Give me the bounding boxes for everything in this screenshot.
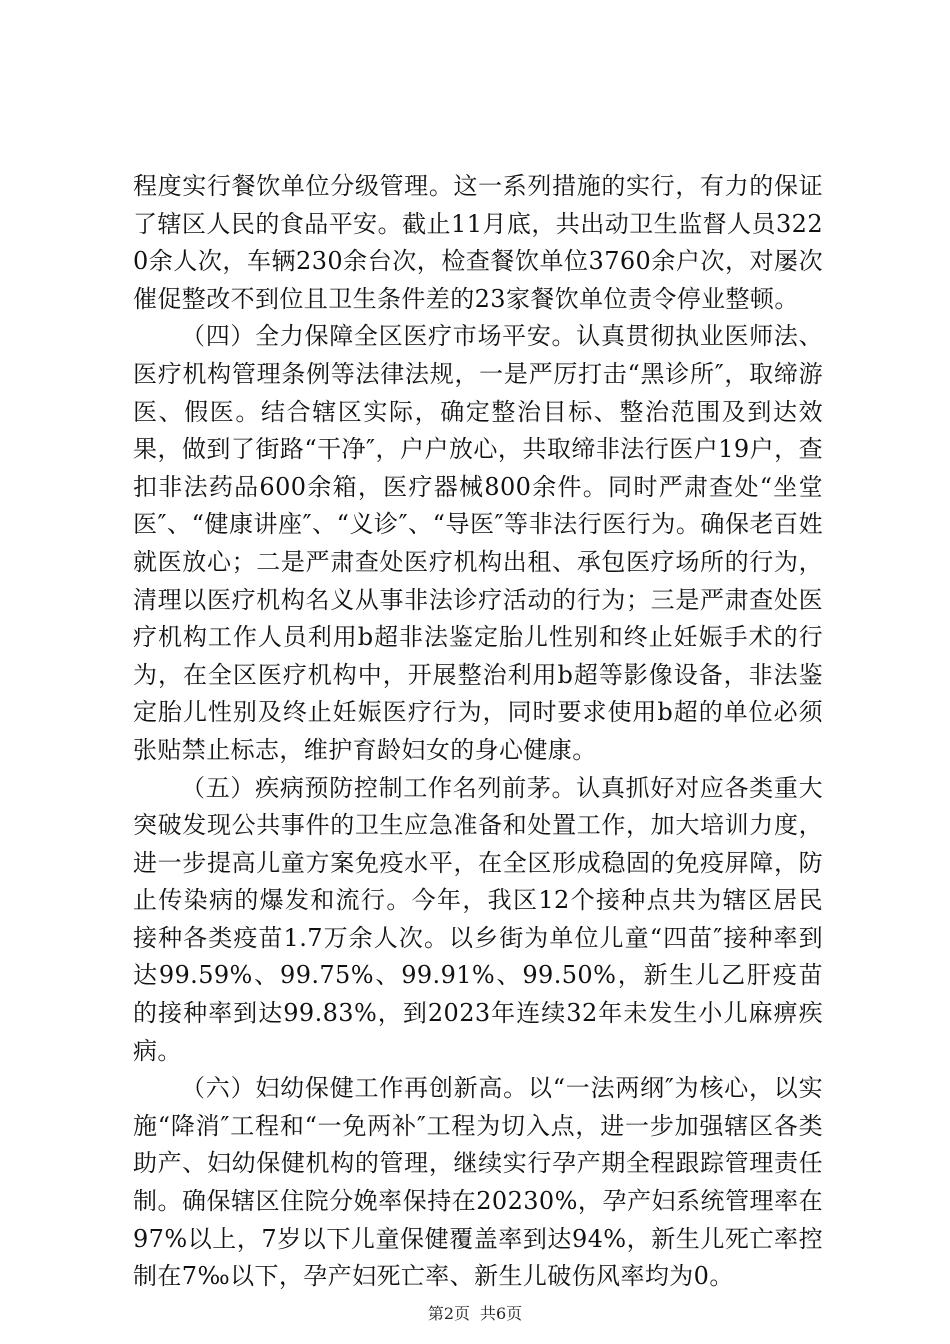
- paragraph-food-safety-continued: 程度实行餐饮单位分级管理。这一系列措施的实行，有力的保证了辖区人民的食品平安。截止11月底，共出动卫生监督人员3220余人次，车辆230余台次，检查餐饮单位3760余户次，对屡次催促整改不到位且卫生条件差的23家餐饮单位责令停业整顿。: [133, 172, 823, 313]
- page-footer: [0, 1304, 950, 1324]
- page-total: 共6页: [480, 1304, 523, 1323]
- paragraph-disease-prevention: （五）疾病预防控制工作名列前茅。认真抓好对应各类重大突破发现公共事件的卫生应急准备和处置工作，加大培训力度，进一步提高儿童方案免疫水平，在全区形成稳固的免疫屏障，防止传染病的爆发和流行。今年，我区12个接种点共为辖区居民接种各类疫苗1.7万余人次。以乡街为单位儿童“四苗″接种率到达99.59%、99.75%、99.91%、99.50%，新生儿乙肝疫苗的接种率到达99.83%，到2023年连续32年未发生小儿麻痹疾病。: [133, 773, 823, 1065]
- page-number: 第2页: [427, 1304, 470, 1323]
- paragraph-maternal-child-health: （六）妇幼保健工作再创新高。以“一法两纲″为核心，以实施“降消″工程和“一免两补″工程为切入点，进一步加强辖区各类助产、妇幼保健机构的管理，继续实行孕产期全程跟踪管理责任制。确保辖区住院分娩率保持在20230%，孕产妇系统管理率在97%以上，7岁以下儿童保健覆盖率到达94%，新生儿死亡率控制在7‰以下，孕产妇死亡率、新生儿破伤风率均为0。: [133, 1074, 823, 1291]
- document-body: [133, 168, 823, 1296]
- paragraph-medical-market-safety: （四）全力保障全区医疗市场平安。认真贯彻执业医师法、医疗机构管理条例等法律法规，一是严厉打击“黑诊所″，取缔游医、假医。结合辖区实际，确定整治目标、整治范围及到达效果，做到了街路“干净″，户户放心，共取缔非法行医户19户，查扣非法药品600余箱，医疗器械800余件。同时严肃查处“坐堂医″、“健康讲座″、“义诊″、“导医″等非法行医行为。确保老百姓就医放心；二是严肃查处医疗机构出租、承包医疗场所的行为，清理以医疗机构名义从事非法诊疗活动的行为；三是严肃查处医疗机构工作人员利用b超非法鉴定胎儿性别和终止妊娠手术的行为，在全区医疗机构中，开展整治利用b超等影像设备，非法鉴定胎儿性别及终止妊娠医疗行为，同时要求使用b超的单位必须张贴禁止标志，维护育龄妇女的身心健康。: [133, 322, 823, 764]
